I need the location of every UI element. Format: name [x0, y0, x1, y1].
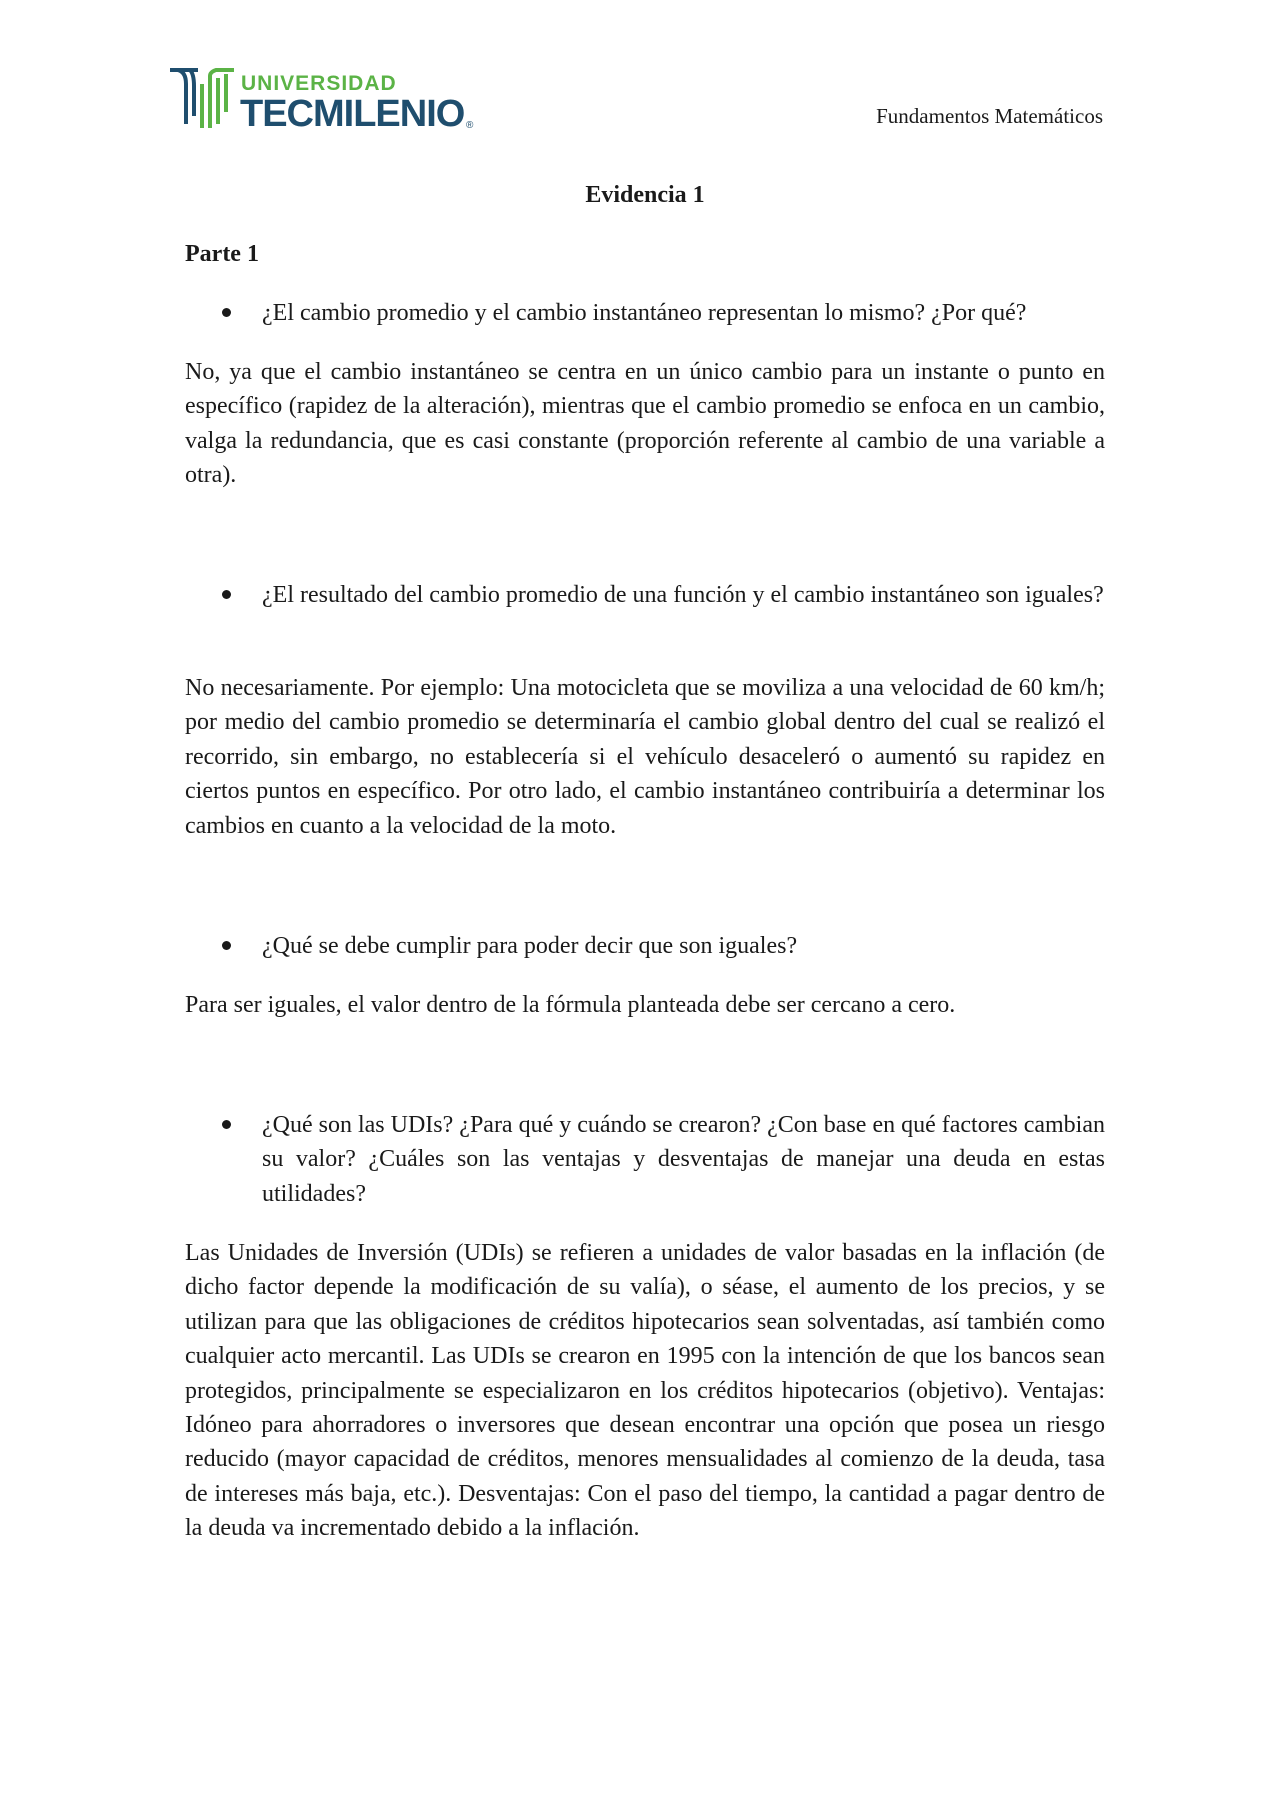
logo-text-tecmilenio: TECMILENIO — [240, 93, 465, 135]
answer-1: No, ya que el cambio instantáneo se centra en un único cambio para un instante o punto en específico (rapidez de la alteración), mientras que el cambio promedio se enfoca en un cambio, valga la redundancia, que es casi constante (proporción referente al cambio de una variable a otra). — [185, 359, 1105, 489]
bullet-icon — [222, 308, 231, 317]
logo-text-universidad: UNIVERSIDAD — [241, 72, 397, 95]
logo-registered-mark: ® — [466, 120, 474, 131]
question-3: ¿Qué se debe cumplir para poder decir que son iguales? — [262, 933, 798, 959]
answer-3: Para ser iguales, el valor dentro de la fórmula planteada debe ser cercano a cero. — [185, 992, 956, 1018]
part-heading: Parte 1 — [185, 241, 259, 267]
question-1: ¿El cambio promedio y el cambio instantáneo representan lo mismo? ¿Por qué? — [262, 300, 1027, 326]
answer-4: Las Unidades de Inversión (UDIs) se refieren a unidades de valor basadas en la inflación (de dicho factor depende la modificación de su valía), o séase, el aumento de los precios, y se utilizan para que las obligaciones de créditos hipotecarios sean solventadas, así también como cualquier acto mercantil. Las UDIs se crearon en 1995 con la intención de que los bancos sean protegidos, principalmente se especializaron en los créditos hipotecarios (objetivo). Ventajas: Idóneo para ahorradores o inversores que desean encontrar una opción que posea un riesgo reducido (mayor capacidad de créditos, menores mensualidades al comienzo de la deuda, tasa de intereses más baja, etc.). Desventajas: Con el paso del tiempo, la cantidad a pagar dentro de la deuda va incrementado debido a la inflación. — [185, 1240, 1105, 1542]
question-2: ¿El resultado del cambio promedio de una función y el cambio instantáneo son iguales? — [262, 582, 1104, 608]
university-logo — [168, 66, 488, 134]
bullet-icon — [222, 590, 231, 599]
logo-mark-icon — [168, 66, 240, 134]
question-4: ¿Qué son las UDIs? ¿Para qué y cuándo se crearon? ¿Con base en qué factores cambian su valor? ¿Cuáles son las ventajas y desventajas de manejar una deuda en estas utilidades? — [262, 1112, 1105, 1207]
document-title: Evidencia 1 — [585, 182, 705, 208]
bullet-icon — [222, 941, 231, 950]
answer-2: No necesariamente. Por ejemplo: Una motocicleta que se moviliza a una velocidad de 60 km/h; por medio del cambio promedio se determinaría el cambio global dentro del cual se realizó el recorrido, sin embargo, no establecería si el vehículo desaceleró o aumentó su rapidez en ciertos puntos en específico. Por otro lado, el cambio instantáneo contribuiría a determinar los cambios en cuanto a la velocidad de la moto. — [185, 675, 1105, 839]
course-name: Fundamentos Matemáticos — [876, 104, 1103, 128]
bullet-icon — [222, 1120, 231, 1129]
